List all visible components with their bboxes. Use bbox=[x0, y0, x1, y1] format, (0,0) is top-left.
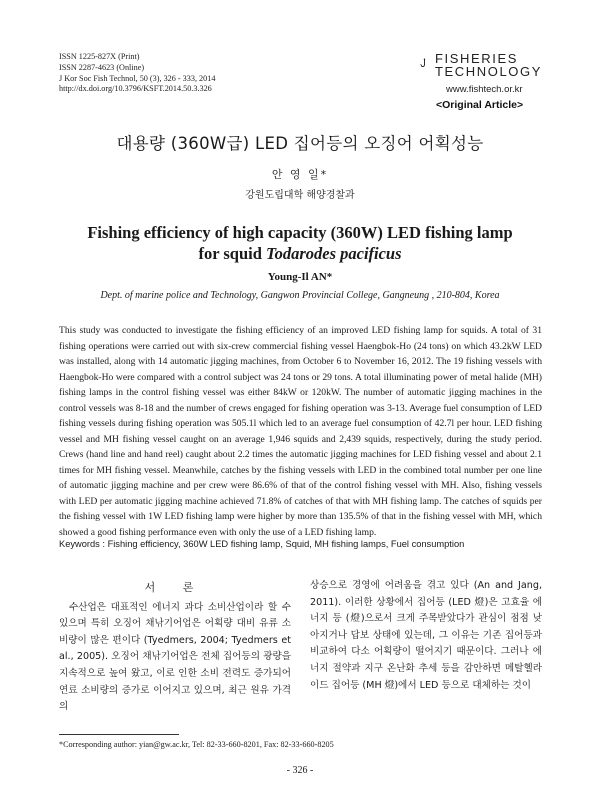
title-korean: 대용량 (360W급) LED 집어등의 오징어 어획성능 bbox=[116, 134, 484, 153]
page-number: - 326 - bbox=[286, 765, 314, 776]
author-english: Young-Il AN* bbox=[267, 271, 333, 283]
title-english-line-2 bbox=[0, 243, 600, 264]
footnote-divider bbox=[59, 734, 179, 735]
intro-paragraph-continued: 상승으로 경영에 어려움을 겪고 있다 (An and Jang, 2011). 이러한 상황에서 집어등 (LED 燈)은 고효율 에너지 등 (燈)으로서 크게 주목받았다가 관심이 점점 낮아지거나 답보 상태에 있는데, 그 이유는 기존 집어등과 비교하여 다소 어획량이 떨어지기 때문이다. 그러나 에너지 절약과 지구 온난화 추세 등을 감안하면 메탈헬라이드 집어등 (MH 燈)에서 LED 등으로 대체하는 것이 bbox=[310, 580, 542, 691]
citation: J Kor Soc Fish Technol, 50 (3), 326 - 333, 2014 bbox=[59, 73, 216, 83]
logo-line-1: FISHERIES bbox=[434, 51, 519, 66]
body-column-right bbox=[310, 578, 542, 694]
author-korean: 안 영 일* bbox=[271, 168, 329, 181]
article-type: <Original Article> bbox=[436, 99, 524, 111]
section-heading-introduction: 서 론 bbox=[144, 581, 206, 594]
issn-online: ISSN 2287-4623 (Online) bbox=[59, 62, 145, 72]
logo-line-2: TECHNOLOGY bbox=[434, 64, 542, 79]
title-english-prefix: for squid bbox=[198, 244, 267, 263]
title-english-line-1: Fishing efficiency of high capacity (360W) LED fishing lamp bbox=[87, 223, 513, 242]
affiliation-korean: 강원도립대학 해양경찰과 bbox=[245, 190, 355, 201]
affiliation-english: Dept. of marine police and Technology, Gangwon Provincial College, Gangneung , 210-804, Korea bbox=[100, 290, 500, 301]
journal-logo bbox=[420, 52, 542, 95]
species-name: Todarodes pacificus bbox=[266, 244, 402, 263]
journal-url[interactable]: www.fishtech.or.kr bbox=[446, 84, 523, 95]
intro-paragraph: 수산업은 대표적인 에너지 과다 소비산업이라 할 수 있으며 특히 오징어 채낚기어업은 어획량 대비 유류 소비량이 많은 편이다 (Tyedmers, 2004; Tyedmers et al., 2005). 오징어 채낚기어업은 전체 집어등의 광량을 지속적으로 높여 왔고, 이로 인한 소비 전력도 증가되어 연료 소비량의 증가로 이어지고 있으며, 최근 원유 가격의 bbox=[59, 601, 291, 713]
abstract: This study was conducted to investigate the fishing efficiency of an improved LED fishing lamp for squids. A total of 31 fishing operations were carried out with six-crew commercial fishing vessel Haengbok-Ho (24 tons) on which 43.2kW LED was installed, along with 14 automatic jigging machines, from October 6 to November 16, 2012. The 19 fishing vessels with Haengbok-Ho were compared with a control subject was 24 tons or 29 tons. A total illuminating power of metal halide (MH) fishing lamps in the control fishing vessel was either 84kW or 120kW. The number of automatic jigging machines in the control vessels was 8-18 and the number of crews engaged for fishing operation was 3-13. Average fuel consumption of LED fishing vessels during fishing operation was 505.1l which led to an average fuel consumption of 42.7l per hour. LED fishing vessel and MH fishing vessel caught on an average 1,946 squids and 2,439 squids, respectively, during the study period. Crews (hand line and hand reel) caught about 2.2 times the automatic jigging machines for LED fishing vessel and about 2.1 times for MH fishing vessel. Meanwhile, catches by the fishing vessels with LED in the combined total number per one line of automatic jigging machine and per crew were 86.6% of that of the control fishing vessel with MH. Also, fishing vessels with LED per automatic jigging machine achieved 71.8% of catches of that with MH fishing lamp. The catches of squids per the fishing vessel with 1W LED fishing lamp were higher by more than 135.5% of that in the fishing vessel with MH, which showed a good fishing performance even with only the use of a LED fishing lamp. bbox=[59, 325, 542, 538]
issn-print: ISSN 1225-827X (Print) bbox=[59, 52, 140, 61]
corresponding-author-footnote: *Corresponding author: yian@gw.ac.kr, Tel: 82-33-660-8201, Fax: 82-33-660-8205 bbox=[59, 740, 334, 749]
body-column-left bbox=[59, 580, 291, 716]
keywords: Keywords : Fishing efficiency, 360W LED fishing lamp, Squid, MH fishing lamps, Fuel consumption bbox=[59, 539, 465, 549]
title-english bbox=[0, 222, 600, 264]
journal-meta bbox=[59, 52, 215, 95]
doi-link[interactable]: http://dx.doi.org/10.3796/KSFT.2014.50.3.326 bbox=[59, 84, 212, 94]
fish-hook-logo-icon bbox=[420, 52, 429, 74]
